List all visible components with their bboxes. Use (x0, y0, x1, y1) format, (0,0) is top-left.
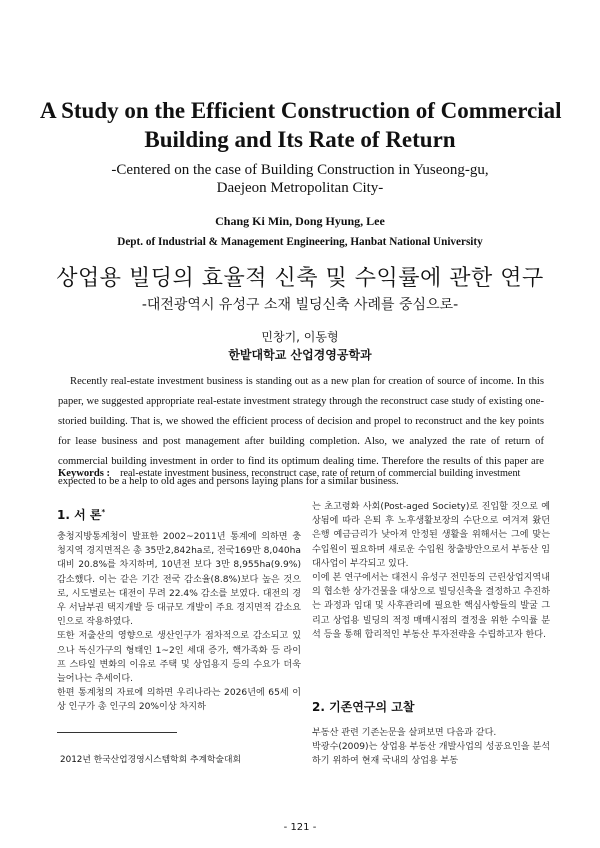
english-subtitle-line2: Daejeon Metropolitan City- (216, 180, 384, 196)
english-affiliation: Dept. of Industrial & Management Engineering, Hanbat National University (117, 236, 483, 248)
keywords-text: real-estate investment business, reconstruct case, rate of return of commercial building investment (120, 468, 521, 479)
korean-subtitle: -대전광역시 유성구 소재 빌딩신축 사례를 중심으로- (141, 297, 459, 313)
korean-affiliation: 한밭대학교 산업경영공학과 (228, 348, 372, 362)
section-1-paragraph-3: 한편 통계청의 자료에 의하면 우리나라는 2026년에 65세 이상 인구가 총 인구의 20%이상 차지하 (57, 688, 301, 713)
korean-authors: 민창기, 이동형 (261, 330, 339, 344)
footnote-mark: * (101, 508, 106, 516)
page-number: - 121 - (283, 822, 317, 833)
section-2-paragraph-2: 박광수(2009)는 상업용 부동산 개발사업의 성공요인을 분석하기 위하여 현재 국내의 상업용 부동 (312, 742, 550, 767)
abstract: Recently real-estate investment business is standing out as a new plan for creation of source of income. In this paper, we suggested appropriate real-estate investment strategy through the reconstruct case study of existing one-storied building. That is, we showed the efficient process of decision and propel to reconstruct and the key points for lease business and post management after building completion. Also, we analyzed the rate of return of commercial building investment in order to find its optimum dealing time. Therefore the results of this paper are expected to be a help to old ages and persons laying plans for a similar business. (58, 376, 544, 487)
english-title-line2: Building and Its Rate of Return (144, 127, 456, 152)
section-1-heading (57, 506, 105, 523)
section-1-paragraph-2: 또한 저출산의 영향으로 생산인구가 점차적으로 감소되고 있으나 독신가구의 형태인 1~2인 세대 증가, 핵가족화 등 라이프 스타일 변화의 이유로 주택 및 상업용지 등의 수요가 더욱 늘어나는 추세이다. (57, 631, 301, 685)
left-column (57, 530, 301, 715)
section-1-paragraph-4: 는 초고령화 사회(Post-aged Society)로 진입할 것으로 예상됨에 따라 은퇴 후 노후생활보장의 수단으로 여겨져 왔던 은행 예금금리가 낮아져 안정된 생활을 위해서는 그에 맞는 수입원이 필요하며 새로운 수입원 창출방안으로서 부동산 임대사업이 부각되고 있다. (312, 502, 550, 569)
section-2-paragraph-1: 부동산 관련 기존논문을 살펴보면 다음과 같다. (312, 728, 497, 738)
section-2-body (312, 726, 550, 769)
english-subtitle (40, 161, 560, 197)
korean-title: 상업용 빌딩의 효율적 신축 및 수익률에 관한 연구 (56, 266, 544, 291)
section-1-paragraph-5: 이에 본 연구에서는 대전시 유성구 전민동의 근린상업지역내의 협소한 상가건물을 대상으로 빌딩신축을 결정하고 추진하는 과정과 임대 및 사후관리에 필요한 핵심사항들의 발굴 그리고 상업용 빌딩의 적정 매매시점의 결정을 위한 수익률 분석 등을 통해 합리적인 부동산 투자전략을 수립하고자 한다. (312, 573, 550, 640)
english-title (40, 96, 560, 154)
keywords-label: Keywords : (58, 468, 111, 479)
english-authors: Chang Ki Min, Dong Hyung, Lee (215, 214, 385, 228)
footnote-divider (57, 732, 177, 733)
section-2-heading: 2. 기존연구의 고찰 (312, 700, 415, 714)
section-1-paragraph-1: 충청지방통계청이 발표한 2002~2011년 통계에 의하면 충청지역 경지면적은 총 35만2,842ha로, 전국169만 8,040ha대비 20.8%를 차지하며, 10년전 보다 3만 8,955ha(9.9%)감소했다. 이는 같은 기간 전국 감소율(8.8%)보다 높은 것으로, 시도별로는 대전이 무려 22.4% 감소를 보였다. 대전의 경우 서남부권 택지개발 등 대규모 개발이 주요 경지면적 감소요인으로 작용하였다. (57, 532, 301, 628)
section-1-heading-text: 1. 서 론 (57, 508, 102, 522)
right-column (312, 500, 550, 642)
keywords (58, 468, 544, 479)
footnote: 2012년 한국산업경영시스템학회 추계학술대회 (60, 755, 241, 765)
english-title-line1: A Study on the Efficient Construction of Commercial (40, 98, 562, 123)
english-subtitle-line1: -Centered on the case of Building Construction in Yuseong-gu, (111, 162, 489, 178)
